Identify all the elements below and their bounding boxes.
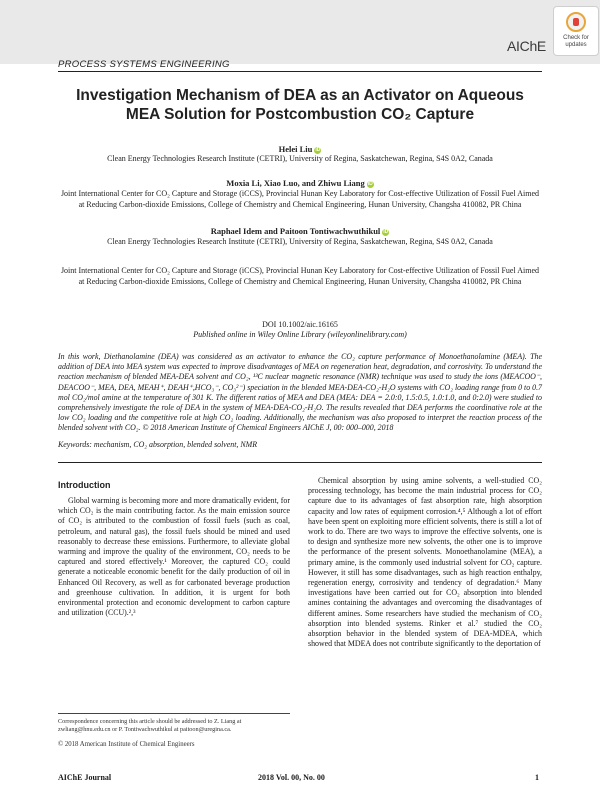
- affiliation-2: Joint International Center for CO₂ Capture and Storage (iCCS), Provincial Hunan Key Laboratory for Cost-effective Utilization of Fossil Fuel Aimed at Reducing Carbon-dioxide Emissions, College of Chemistry and Chemical Engineering, Hunan University, Changsha 410082, PR China: [60, 189, 540, 209]
- copyright-note: © 2018 American Institute of Chemical Engineers: [58, 741, 195, 748]
- column-right: [308, 476, 542, 649]
- check-for-updates-badge[interactable]: [553, 6, 599, 56]
- orcid-icon[interactable]: iD: [367, 180, 373, 187]
- update-badge-label: Check for updates: [563, 35, 589, 48]
- divider: [58, 462, 542, 463]
- header-band: [0, 0, 600, 64]
- journal-brand: AIChE: [507, 38, 546, 54]
- correspondence-note: Correspondence concerning this article should be addressed to Z. Liang at zwliang@hnu.edu.cn or P. Tontiwachwuthikul at paitoon@uregina.ca.: [58, 718, 242, 733]
- keywords: Keywords: mechanism, CO₂ absorption, blended solvent, NMR: [58, 440, 258, 449]
- abstract: In this work, Diethanolamine (DEA) was considered as an activator to enhance the CO₂ capture performance of Monoethanolamine (MEA). The addition of DEA into MEA system was expected to improve disadvantages of MEA on regeneration heat, degradation, and corrosivity. To understand the reaction mechanism of blended MEA-DEA solvent and CO₂, ¹³C nuclear magnetic resonance (NMR) technique was used to study the ions (MEACOO⁻, DEACOO⁻, MEA, DEA, MEAH⁺, DEAH⁺,HCO₃⁻, CO₃²⁻) speciation in the blended MEA-DEA-CO₂-H₂O systems with CO₂ loading range from 0 to 0.7 mol CO₂/mol amine at the temperature of 301 K. The different ratios of MEA and DEA (MEA: DEA = 2.0:0, 1.5:0.5, 1.0:1.0, and 0:2.0) were studied to comprehensively investigate the role of DEA in the system of MEA-DEA-CO₂-H₂O. The results revealed that DEA performs the coordinative role at the low CO₂ loading and the competitive role at high CO₂ loading. Additionally, the mechanism was also proposed to interpret the reaction process of the blended solvent with CO₂. © 2018 American Institute of Chemical Engineers AIChE J, 00: 000–000, 2018: [58, 352, 542, 433]
- affiliation-4: Joint International Center for CO₂ Capture and Storage (iCCS), Provincial Hunan Key Laboratory for Cost-effective Utilization of Fossil Fuel Aimed at Reducing Carbon-dioxide Emissions, College of Chemistry and Chemical Engineering, Hunan University, Changsha 410082, PR China: [60, 266, 540, 286]
- published-online: Published online in Wiley Online Library (wileyonlinelibrary.com): [193, 330, 407, 339]
- author-line-1: Helei Liu iD: [278, 144, 321, 154]
- section-heading: Introduction: [58, 480, 111, 490]
- affiliation-1: Clean Energy Technologies Research Institute (CETRI), University of Regina, Saskatchewan, Regina, S4S 0A2, Canada: [107, 154, 493, 163]
- page-number: 1: [535, 773, 539, 782]
- paper-title: Investigation Mechanism of DEA as an Activator on Aqueous MEA Solution for Postcombustion CO₂ Capture: [76, 87, 524, 123]
- affiliation-3: Clean Energy Technologies Research Institute (CETRI), University of Regina, Saskatchewan, Regina, S4S 0A2, Canada: [107, 237, 493, 246]
- column-left: [58, 496, 290, 618]
- orcid-icon[interactable]: iD: [383, 228, 389, 235]
- section-label: PROCESS SYSTEMS ENGINEERING: [58, 59, 230, 70]
- footer-journal: AIChE Journal: [58, 773, 112, 782]
- update-icon: [566, 12, 586, 32]
- intro-paragraph: Chemical absorption by using amine solvents, a well-studied CO₂ processing technology, has become the main industrial process for CO₂ capture due to its advantages of fast absorption rate, high absorption capacity and low rates of equipment corrosion.⁴,⁵ Although a lot of effort have been spent on exploiting more efficient solvents, there is still a lot of work to do. There are two ways to improve the effective solvents, one is to design and synthesize more new solvents, the other one is to improve the performance of the present solvents. Monoethanolamine (MEA), a primary amine, is the commonly used industrial solvent for CO₂ capture. However, it still has some disadvantages, such as high reaction enthalpy, regeneration energy, corrosivity and tendency of degradation.⁶ Many investigations have been carried out for CO₂ absorption into blended amines containing the advantages and overcoming the disadvantages of different amines. Some researchers have studied the mechanism of CO₂ absorption into blended systems. Rinker et al.⁷ studied the CO₂ absorption behavior in the blended system of DEA-MDEA, which showed that MDEA does not contribute significantly to the deportation of: [308, 476, 542, 649]
- author-line-2: Moxia Li, Xiao Luo, and Zhiwu Liang iD: [226, 178, 373, 188]
- divider: [58, 71, 542, 72]
- footnote-divider: [58, 713, 290, 714]
- doi[interactable]: DOI 10.1002/aic.16165: [262, 320, 338, 329]
- orcid-icon[interactable]: iD: [315, 146, 321, 153]
- doi-block: [58, 320, 542, 340]
- intro-paragraph: Global warming is becoming more and more dramatically evident, for which CO₂ is the main contributing factor. As the main emission source of CO₂ is attributed to the combustion of fossil fuels (such as coal, petroleum, and natural gas), the fossil fuels should be mined and used reasonably to decrease these emissions. Furthermore, to alleviate global warming and improve the quality of the environment, CO₂ needs to be captured and stored effectively.¹ Moreover, the captured CO₂ could generate a noticeable economic benefit for the daily production of oil in Enhanced Oil Recovery, as well as for carbonated beverage production and greenhouse cultivation. In addition, it is urgent for both environmental protection and economic development to carbon capture and utilization (CCU).²,³: [58, 496, 290, 618]
- author-line-3: Raphael Idem and Paitoon Tontiwachwuthikul iD: [210, 226, 389, 236]
- footer-volume: 2018 Vol. 00, No. 00: [258, 773, 325, 782]
